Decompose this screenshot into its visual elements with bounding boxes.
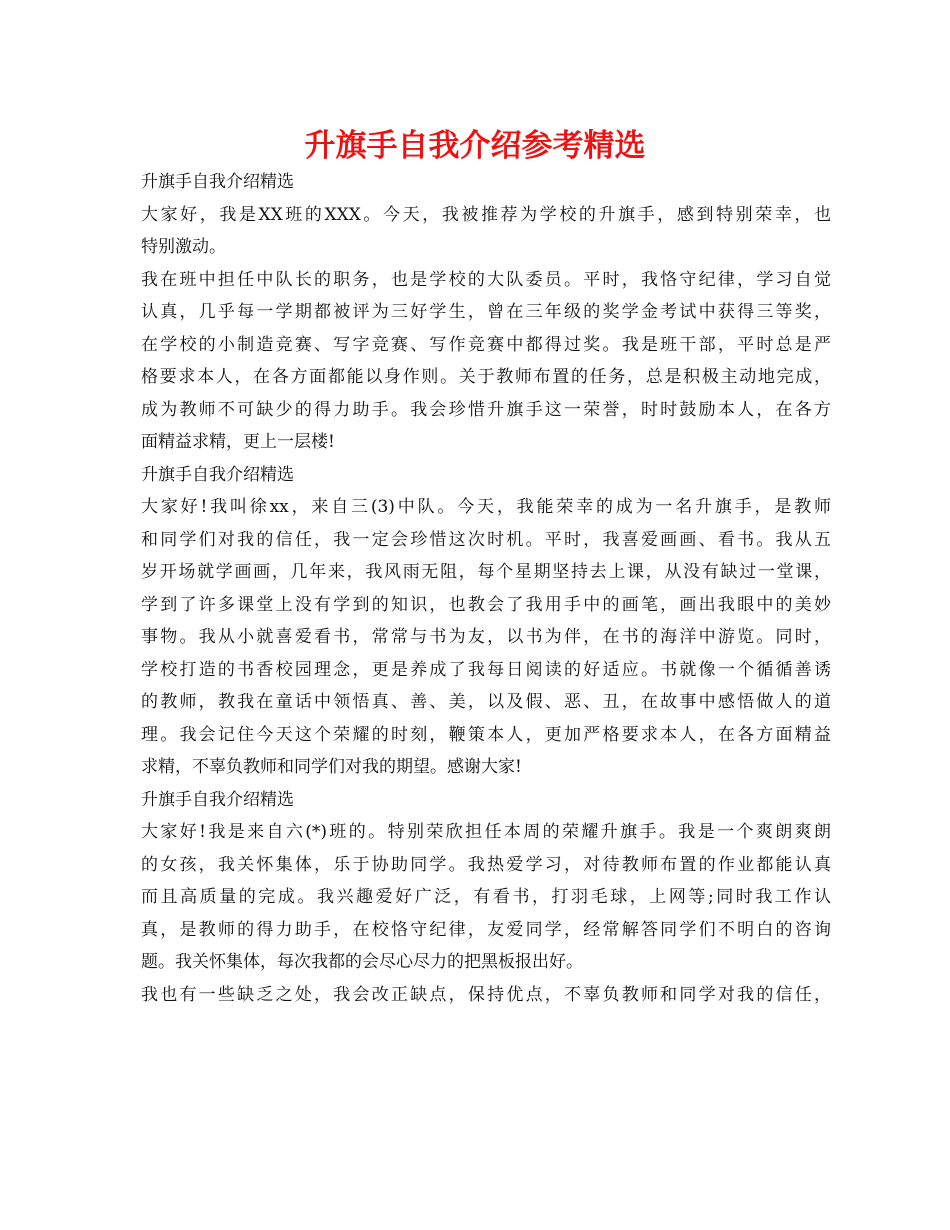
section-heading: 升旗手自我介绍精选 bbox=[141, 789, 294, 810]
section-heading: 升旗手自我介绍精选 bbox=[141, 172, 294, 192]
paragraph-line: 格要求本人，在各方面都能以身作则。关于教师布置的任务，总是积极主动地完成， bbox=[141, 367, 831, 387]
document-body bbox=[141, 166, 831, 1011]
paragraph-line: 大家好，我是XX班的XXX。今天，我被推荐为学校的升旗手，感到特别荣幸，也 bbox=[141, 204, 831, 225]
paragraph-line: 事物。我从小就喜爱看书，常常与书为友，以书为伴，在书的海洋中游览。同时， bbox=[141, 627, 831, 647]
paragraph-line: 认真，几乎每一学期都被评为三好学生，曾在三年级的奖学金考试中获得三等奖， bbox=[141, 302, 831, 322]
paragraph-line: 的教师，教我在童话中领悟真、善、美，以及假、恶、丑，在故事中感悟做人的道 bbox=[141, 692, 831, 712]
section-heading: 升旗手自我介绍精选 bbox=[141, 464, 294, 485]
paragraph-line: 求精，不辜负教师和同学们对我的期望。感谢大家! bbox=[141, 757, 522, 777]
paragraph-line: 成为教师不可缺少的得力助手。我会珍惜升旗手这一荣誉，时时鼓励本人，在各方 bbox=[141, 399, 831, 420]
paragraph-line: 我也有一些缺乏之处，我会改正缺点，保持优点，不辜负教师和同学对我的信任， bbox=[141, 984, 831, 1005]
paragraph-line: 和同学们对我的信任，我一定会珍惜这次时机。平时，我喜爱画画、看书。我从五 bbox=[141, 529, 831, 550]
paragraph-line: 大家好!我是来自六(*)班的。特别荣欣担任本周的荣耀升旗手。我是一个爽朗爽朗 bbox=[141, 822, 831, 842]
paragraph-line: 题。我关怀集体，每次我都的会尽心尽力的把黑板报出好。 bbox=[141, 952, 583, 972]
paragraph-line: 大家好!我叫徐xx，来自三(3)中队。今天，我能荣幸的成为一名升旗手，是教师 bbox=[141, 497, 831, 517]
paragraph-line: 我在班中担任中队长的职务，也是学校的大队委员。平时，我恪守纪律，学习自觉 bbox=[141, 269, 831, 290]
paragraph-line: 真，是教师的得力助手，在校恪守纪律，友爱同学，经常解答同学们不明白的咨询 bbox=[141, 919, 831, 940]
paragraph-line: 而且高质量的完成。我兴趣爱好广泛，有看书，打羽毛球，上网等;同时我工作认 bbox=[141, 887, 831, 907]
document-title: 升旗手自我介绍参考精选 bbox=[304, 128, 646, 164]
paragraph-line: 的女孩，我关怀集体，乐于协助同学。我热爱学习，对待教师布置的作业都能认真 bbox=[141, 854, 831, 875]
paragraph-line: 理。我会记住今天这个荣耀的时刻，鞭策本人，更加严格要求本人，在各方面精益 bbox=[141, 724, 831, 745]
paragraph-line: 学校打造的书香校园理念，更是养成了我每日阅读的好适应。书就像一个循循善诱 bbox=[141, 659, 831, 680]
paragraph-line: 特别激动。 bbox=[141, 237, 226, 257]
paragraph-line: 在学校的小制造竞赛、写字竞赛、写作竞赛中都得过奖。我是班干部，平时总是严 bbox=[141, 334, 831, 355]
paragraph-line: 面精益求精，更上一层楼! bbox=[141, 432, 335, 452]
paragraph-line: 学到了许多课堂上没有学到的知识，也教会了我用手中的画笔，画出我眼中的美妙 bbox=[141, 594, 831, 615]
paragraph-line: 岁开场就学画画，几年来，我风雨无阻，每个星期坚持去上课，从没有缺过一堂课， bbox=[141, 562, 831, 582]
